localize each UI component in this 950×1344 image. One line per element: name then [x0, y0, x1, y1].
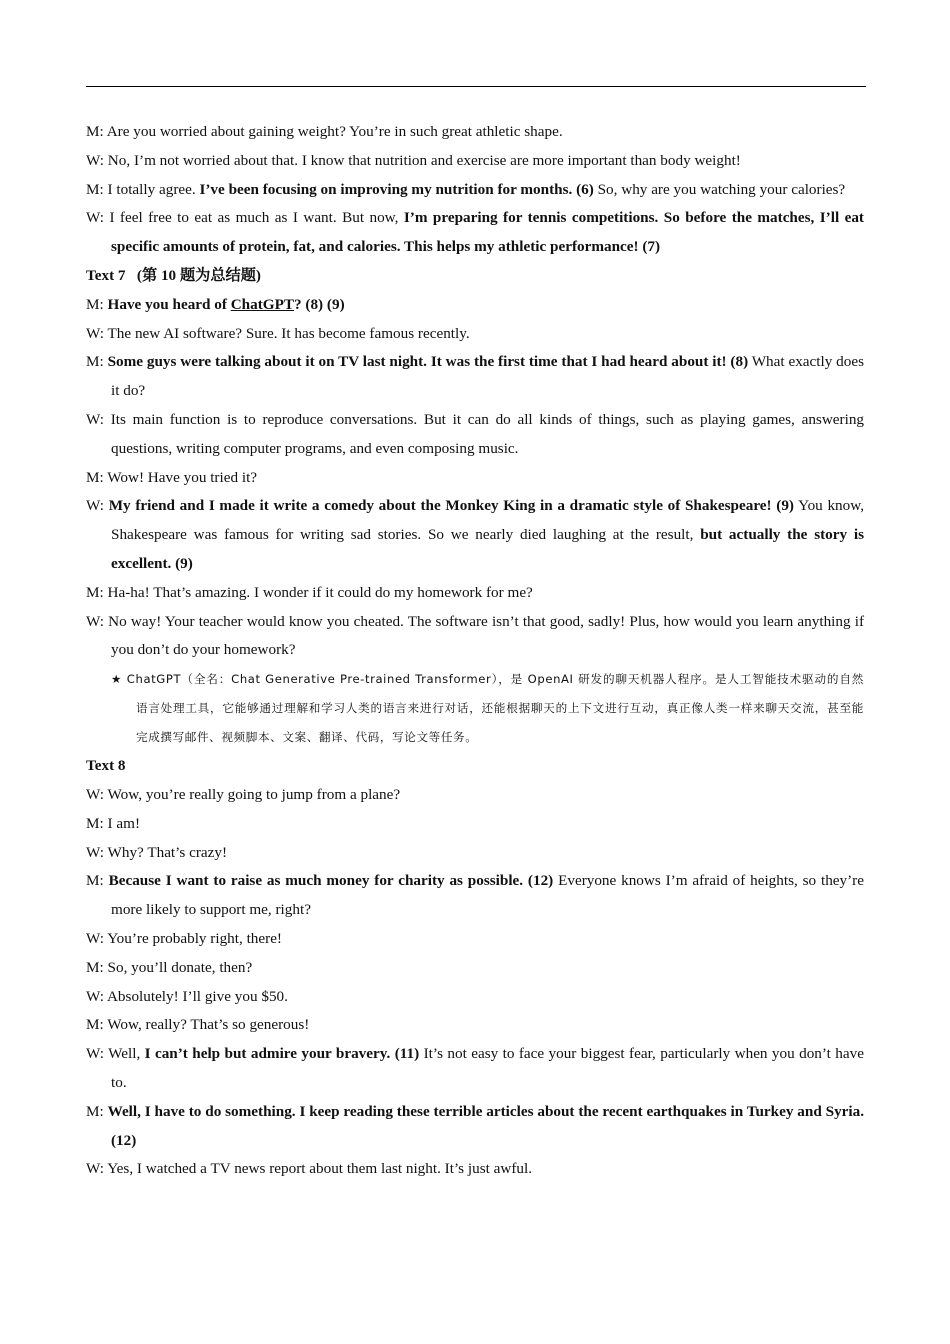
dialogue-line — [86, 579, 864, 608]
dialogue-line — [86, 204, 864, 262]
dialogue-text: You’re probably right, there! — [107, 929, 282, 947]
section-title: Text 8 — [86, 757, 126, 775]
dialogue-text: Are you worried about gaining weight? You’re in such great athletic shape. — [106, 123, 563, 140]
speaker-label: M: — [86, 958, 104, 976]
key-phrase: but actually the story is excellent. (9) — [111, 526, 864, 572]
key-phrase: Have you heard of — [107, 295, 231, 313]
key-phrase: I can’t help but admire your bravery. (11) — [144, 1045, 420, 1063]
dialogue-line — [86, 348, 864, 406]
speaker-label: W: — [86, 843, 104, 861]
dialogue-text: I am! — [107, 814, 140, 832]
dialogue-line — [86, 867, 864, 925]
speaker-label: W: — [86, 612, 104, 630]
key-phrase: My friend and I made it write a comedy about the Monkey King in a dramatic style of Shakespeare! (9) — [108, 497, 794, 515]
dialogue-text: Well, — [108, 1045, 145, 1063]
key-phrase: ? (8) (9) — [294, 295, 345, 313]
speaker-label: M: — [86, 353, 104, 371]
dialogue-text: Wow, really? That’s so generous! — [107, 1016, 310, 1034]
section-title: Text 7 — [86, 266, 126, 284]
dialogue-text: Everyone knows I’m afraid of heights, so they’re more likely to support me, right? — [111, 872, 864, 919]
transcript — [86, 118, 864, 1184]
speaker-label: W: — [86, 1160, 104, 1178]
dialogue-line — [86, 983, 864, 1012]
dialogue-text: So, why are you watching your calories? — [593, 180, 846, 198]
speaker-label: W: — [86, 929, 104, 947]
speaker-label: W: — [86, 209, 104, 227]
dialogue-text: What exactly does it do? — [111, 353, 864, 400]
dialogue-line — [86, 492, 864, 578]
dialogue-line — [86, 176, 864, 205]
speaker-label: M: — [86, 583, 104, 601]
dialogue-line — [86, 954, 864, 983]
dialogue-line — [86, 1040, 864, 1098]
speaker-label: W: — [86, 410, 104, 428]
dialogue-line — [86, 147, 864, 176]
key-phrase: Because I want to raise as much money for charity as possible. (12) — [108, 872, 554, 890]
dialogue-text: You know, Shakespeare was famous for writing sad stories. So we nearly died laughing at the result, — [111, 497, 865, 544]
speaker-label: M: — [86, 295, 104, 313]
dialogue-text: Wow! Have you tried it? — [107, 468, 258, 486]
speaker-label: M: — [86, 468, 104, 486]
speaker-label: M: — [86, 180, 104, 198]
footnote — [86, 665, 864, 752]
speaker-label: M: — [86, 1102, 104, 1120]
dialogue-text: Its main function is to reproduce conversations. But it can do all kinds of things, such as playing games, answering questions, writing computer programs, and even composing music. — [110, 410, 864, 457]
dialogue-text: Yes, I watched a TV news report about them last night. It’s just awful. — [107, 1160, 532, 1178]
key-phrase: I’m preparing for tennis competitions. So before the matches, I’ll eat specific amounts of protein, fat, and calories. This helps my athletic performance! (7) — [111, 209, 864, 256]
dialogue-text: I totally agree. — [107, 180, 200, 198]
dialogue-text: Wow, you’re really going to jump from a plane? — [107, 785, 401, 803]
dialogue-line — [86, 291, 864, 320]
dialogue-line — [86, 810, 864, 839]
star-icon: ★ — [111, 672, 123, 687]
key-phrase: ChatGPT — [230, 295, 295, 313]
speaker-label: M: — [86, 814, 104, 832]
header-rule — [86, 86, 866, 87]
dialogue-line — [86, 1011, 864, 1040]
speaker-label: W: — [86, 324, 104, 342]
dialogue-line — [86, 781, 864, 810]
section-heading-text8 — [86, 752, 864, 781]
dialogue-text: No way! Your teacher would know you cheated. The software isn’t that good, sadly! Plus, how would you learn anything if you don’t do your homework? — [108, 612, 865, 659]
dialogue-text: It’s not easy to face your biggest fear, particularly when you don’t have to. — [111, 1045, 864, 1091]
dialogue-line — [86, 464, 864, 493]
dialogue-line — [86, 839, 864, 868]
speaker-label: W: — [86, 987, 104, 1005]
dialogue-text: Absolutely! I’ll give you $50. — [106, 987, 288, 1005]
dialogue-text: So, you’ll donate, then? — [107, 958, 253, 976]
footnote-text: ChatGPT（全名：Chat Generative Pre-trained Transformer），是 OpenAI 研发的聊天机器人程序。是人工智能技术驱动的自然语言处理工具，它能够通过理解和学习人类的语言来进行对话，还能根据聊天的上下文进行互动，真正像人类一样来聊天交流，甚至能完成撰写邮件、视频脚本、文案、翻译、代码，写论文等任务。 — [126, 672, 864, 745]
dialogue-line — [86, 1155, 864, 1184]
speaker-label: M: — [86, 1016, 104, 1034]
section-note: (第 10 题为总结题) — [136, 266, 261, 284]
dialogue-text: Ha-ha! That’s amazing. I wonder if it could do my homework for me? — [107, 583, 533, 601]
key-phrase: Well, I have to do something. I keep reading these terrible articles about the recent earthquakes in Turkey and Syria. (12) — [107, 1102, 865, 1149]
dialogue-text: No, I’m not worried about that. I know that nutrition and exercise are more important than body weight! — [107, 151, 741, 169]
key-phrase: Some guys were talking about it on TV last night. It was the first time that I had heard about it! (8) — [107, 353, 749, 371]
dialogue-text: Why? That’s crazy! — [107, 843, 228, 861]
dialogue-line — [86, 118, 864, 147]
dialogue-text: I feel free to eat as much as I want. But now, — [109, 209, 404, 227]
dialogue-line — [86, 320, 864, 349]
speaker-label: M: — [86, 123, 104, 140]
speaker-label: W: — [86, 497, 104, 515]
dialogue-line — [86, 1098, 864, 1156]
dialogue-text: The new AI software? Sure. It has become famous recently. — [107, 324, 470, 342]
section-heading-text7 — [86, 262, 864, 291]
dialogue-line — [86, 608, 864, 666]
speaker-label: M: — [86, 872, 104, 890]
speaker-label: W: — [86, 785, 104, 803]
speaker-label: W: — [86, 1045, 104, 1063]
key-phrase: I’ve been focusing on improving my nutrition for months. (6) — [199, 180, 594, 198]
dialogue-line — [86, 925, 864, 954]
speaker-label: W: — [86, 151, 104, 169]
dialogue-line — [86, 406, 864, 464]
